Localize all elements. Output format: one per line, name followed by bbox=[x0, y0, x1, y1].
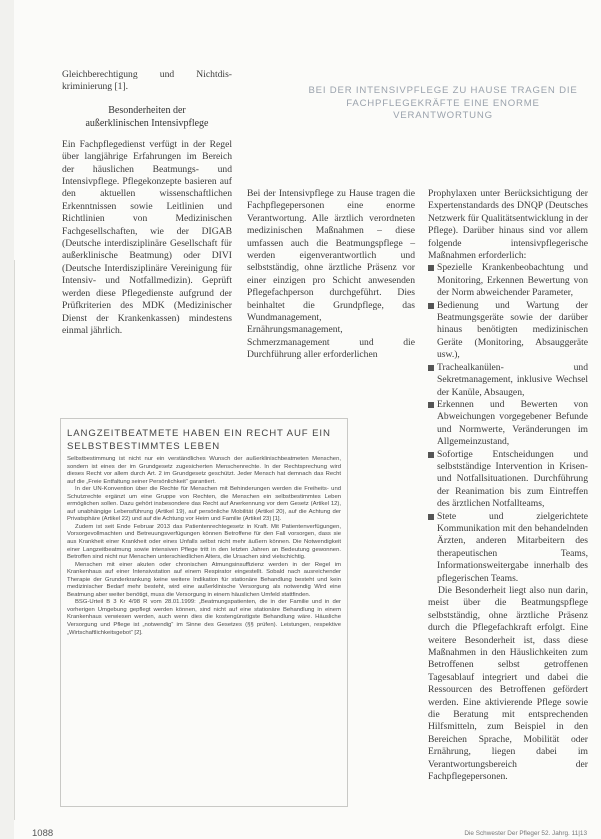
section-heading bbox=[62, 104, 232, 130]
list-item: Erkennen und Bewerten von Abweichungen vorgegebener Befunde und Normwerte, Veränderungen im Allgemeinzustand, bbox=[428, 399, 588, 449]
left-body: Ein Fachpflegedienst verfügt in der Regel über langjährige Erfahrungen im Bereich der häuslichen Beatmungs- und Intensivpflege. Pflegekonzepte basieren auf den aktuellen wissenschaftlichen Erkenntnissen sowie Leitlinien und Richtlinien von Medizinischen Fachgesellschaften, wie der DIGAB (Deutsche interdisziplinäre Gesellschaft für außerklinische Beatmung) oder DIVI (Deutsche Interdisziplinäre Vereinigung für Intensiv- und Notfallmedizin). Geprüft werden diese Pflegedienste aufgrund der Prüfkriterien des MDK (Medizinischer Dienst der Krankenkassen) mindestens einmal jährlich. bbox=[62, 138, 232, 336]
info-paragraph: Menschen mit einer akuten oder chronischen Atmungsinsuffizienz werden in der Regel im Krankenhaus auf einer Intensivstation auf einem Respirator eingestellt. Sobald nach ausreichender Therapie der Grunderkrankung keine weitere Indikation für stationäre Behandlung besteht und kein medizinischer Bedarf mehr besteht, wird eine außerklinische Versorgung als notwendig Wird eine Beatmung aber weiter benötigt, muss die Versorgung in einem häuslichen Umfeld stattfinden. bbox=[67, 561, 341, 598]
list-item: Bedienung und Wartung der Beatmungsgeräte sowie der darüber hinaus benötigten medizinischen Geräte (Monitoring, Absauggeräte usw.), bbox=[428, 300, 588, 362]
bullet-square-icon bbox=[428, 303, 434, 309]
right-closing: Die Besonderheit liegt also nun darin, meist über die Beatmungspflege selbstständig, ohne ärztliche Präsenz durch die Pflegefachkraft erfolgt. Eine weitere Besonderheit ist, dass diese Maßnahmen in den Häuslichkeiten zum Betroffenen selbst getroffenen Tagesablauf integriert und dabei die Ressourcen des Betroffenen gefördert werden. Eine aktivierende Pflege sowie die Beratung mit entsprechenden Hilfsmitteln, zum Beispiel in den Bereichen Sprache, Mobilität oder Ernährung, liegen dabei im Verantwortungsbereich der Fachpflegepersonen. bbox=[428, 585, 588, 783]
info-paragraph: In der UN-Konvention über die Rechte für Menschen mit Behinderungen werden die Freiheits- und Schutzrechte ergänzt um eine Gruppe von Rechten, die Menschen ein selbstbestimmtes Leben ermöglichen sollen. Dazu gehört insbesondere das Recht auf Anerkennung vor dem Gesetz (Artikel 12), auf unabhängige Lebensführung (Artikel 19), auf persönliche Mobilität (Artikel 20), auf die Achtung der Privatsphäre (Artikel 22) und auf die Achtung vor Heim und Familie (Artikel 23) [1]. bbox=[67, 486, 341, 523]
bullet-square-icon bbox=[428, 365, 434, 371]
bullet-square-icon bbox=[428, 265, 434, 271]
middle-body: Bei der Intensivpflege zu Hause tragen die Fachpflegepersonen eine enorme Verantwortung. Alle ärztlich verordneten medizinischen Maßnahmen – diese umfassen auch die Beatmungspflege – werden eigenverantwortlich und selbstständig, ohne ärztliche Präsenz vor einer einzigen pro Schicht anwesenden Pflegefachperson durchgeführt. Dies beinhaltet die Grundpflege, das Wundmanagement, Ernährungsmanagement, Schmerzmanagement und die Durchführung aller erforderlichen bbox=[247, 188, 415, 361]
gutter-rule bbox=[14, 260, 15, 820]
list-item: Sofortige Entscheidungen und selbstständige Intervention in Krisen- und Notfallsituationen. Durchführung der Reanimation bis zum Eintreffen des ärztlichen Notfallteams, bbox=[428, 449, 588, 511]
bullet-square-icon bbox=[428, 452, 434, 458]
page-gutter bbox=[0, 0, 14, 839]
info-box-title: LANGZEITBEATMETE HABEN EIN RECHT AUF EIN SELBSTBESTIMMTES LEBEN bbox=[67, 428, 331, 452]
info-paragraph: BSG-Urteil B 3 Kr 4/98 R vom 28.01.1999: „Beatmungspatienten, die in der Familie und in der vorherigen Umgebung gepflegt werden können, sind nicht auf eine stationäre Behandlung in einem Krankenhaus verwiesen werden, auch wenn dies die kostengünstigste Behandlung wäre. Häusliche Versorgung und Pflege ist „notwendig“ im Sinne des Gesetzes (§§ prüfen). Leistungen, respektive „Wirtschaftlichkeitsgebot“ [2]. bbox=[67, 599, 341, 636]
section-heading-line2: außerklinischen Intensivpflege bbox=[85, 117, 209, 129]
bullet-square-icon bbox=[428, 402, 434, 408]
middle-column bbox=[247, 188, 415, 362]
left-column bbox=[62, 69, 232, 337]
info-box bbox=[60, 418, 348, 807]
pull-quote: BEI DER INTENSIVPFLEGE ZU HAUSE TRAGEN DIE FACHPFLEGEKRÄFTE EINE ENORME VERANTWORTUNG bbox=[308, 85, 578, 122]
right-column bbox=[428, 188, 588, 784]
section-heading-line1: Besonderheiten der bbox=[108, 104, 186, 116]
info-box-body bbox=[67, 456, 341, 637]
left-intro: Gleichberechtigung und Nichtdis-kriminierung [1]. bbox=[62, 69, 232, 93]
bullet-square-icon bbox=[428, 514, 434, 520]
info-paragraph: Selbstbestimmung ist nicht nur ein verständliches Wunsch der außerklinischbeatmeten Menschen, sondern ist eines der im Grundgesetz zugesicherten Menschenrechte. In der Rechtsprechung wird dieses Recht vor allem durch Art. 2 im Grundgesetz geschützt. Jeder Mensch hat demnach das Recht auf die „Freie Entfaltung seiner Persönlichkeit“ garantiert. bbox=[67, 456, 341, 485]
list-item: Stete und zielgerichtete Kommunikation mit den behandelnden Ärzten, anderen Mitarbeitern des therapeutischen Teams, Informationsweitergabe innerhalb des pflegerischen Teams. bbox=[428, 511, 588, 585]
list-item: Spezielle Krankenbeobachtung und Monitoring, Erkennen Bewertung von der Norm abweichender Parameter, bbox=[428, 262, 588, 299]
page-number: 1088 bbox=[32, 828, 54, 839]
info-paragraph: Zudem ist seit Ende Februar 2013 das Patientenrechtegesetz in Kraft. Mit Patientenverfügungen, Vorsorgevollmachten und Betreuungsverfügungen können Betroffene für den Fall vorsorgen, dass sie aus Krankheit einer Krankheit oder eines Unfalls selbst nicht mehr äußern können. Die Notwendigkeit einer Langzeitbeatmung sowie intensiven Pflege tritt in den letzten Jahren an Bedeutung gewonnen. Betroffen sind nicht nur Menschen unterschiedlichen Alters, die Ursachen sind vielschichtig. bbox=[67, 523, 341, 561]
list-item: Trachealkanülen- und Sekretmanagement, inklusive Wechsel der Kanüle, Absaugen, bbox=[428, 362, 588, 399]
measures-list bbox=[428, 262, 588, 585]
journal-footer: Die Schwester Der Pfleger 52. Jahrg. 11|13 bbox=[464, 830, 587, 837]
right-intro: Prophylaxen unter Berücksichtigung der Expertenstandards des DNQP (Deutsches Netzwerk für Qualitätsentwicklung in der Pflege). Darüber hinaus sind vor allem folgende intensivpflegerische Maßnahmen erforderlich: bbox=[428, 188, 588, 262]
